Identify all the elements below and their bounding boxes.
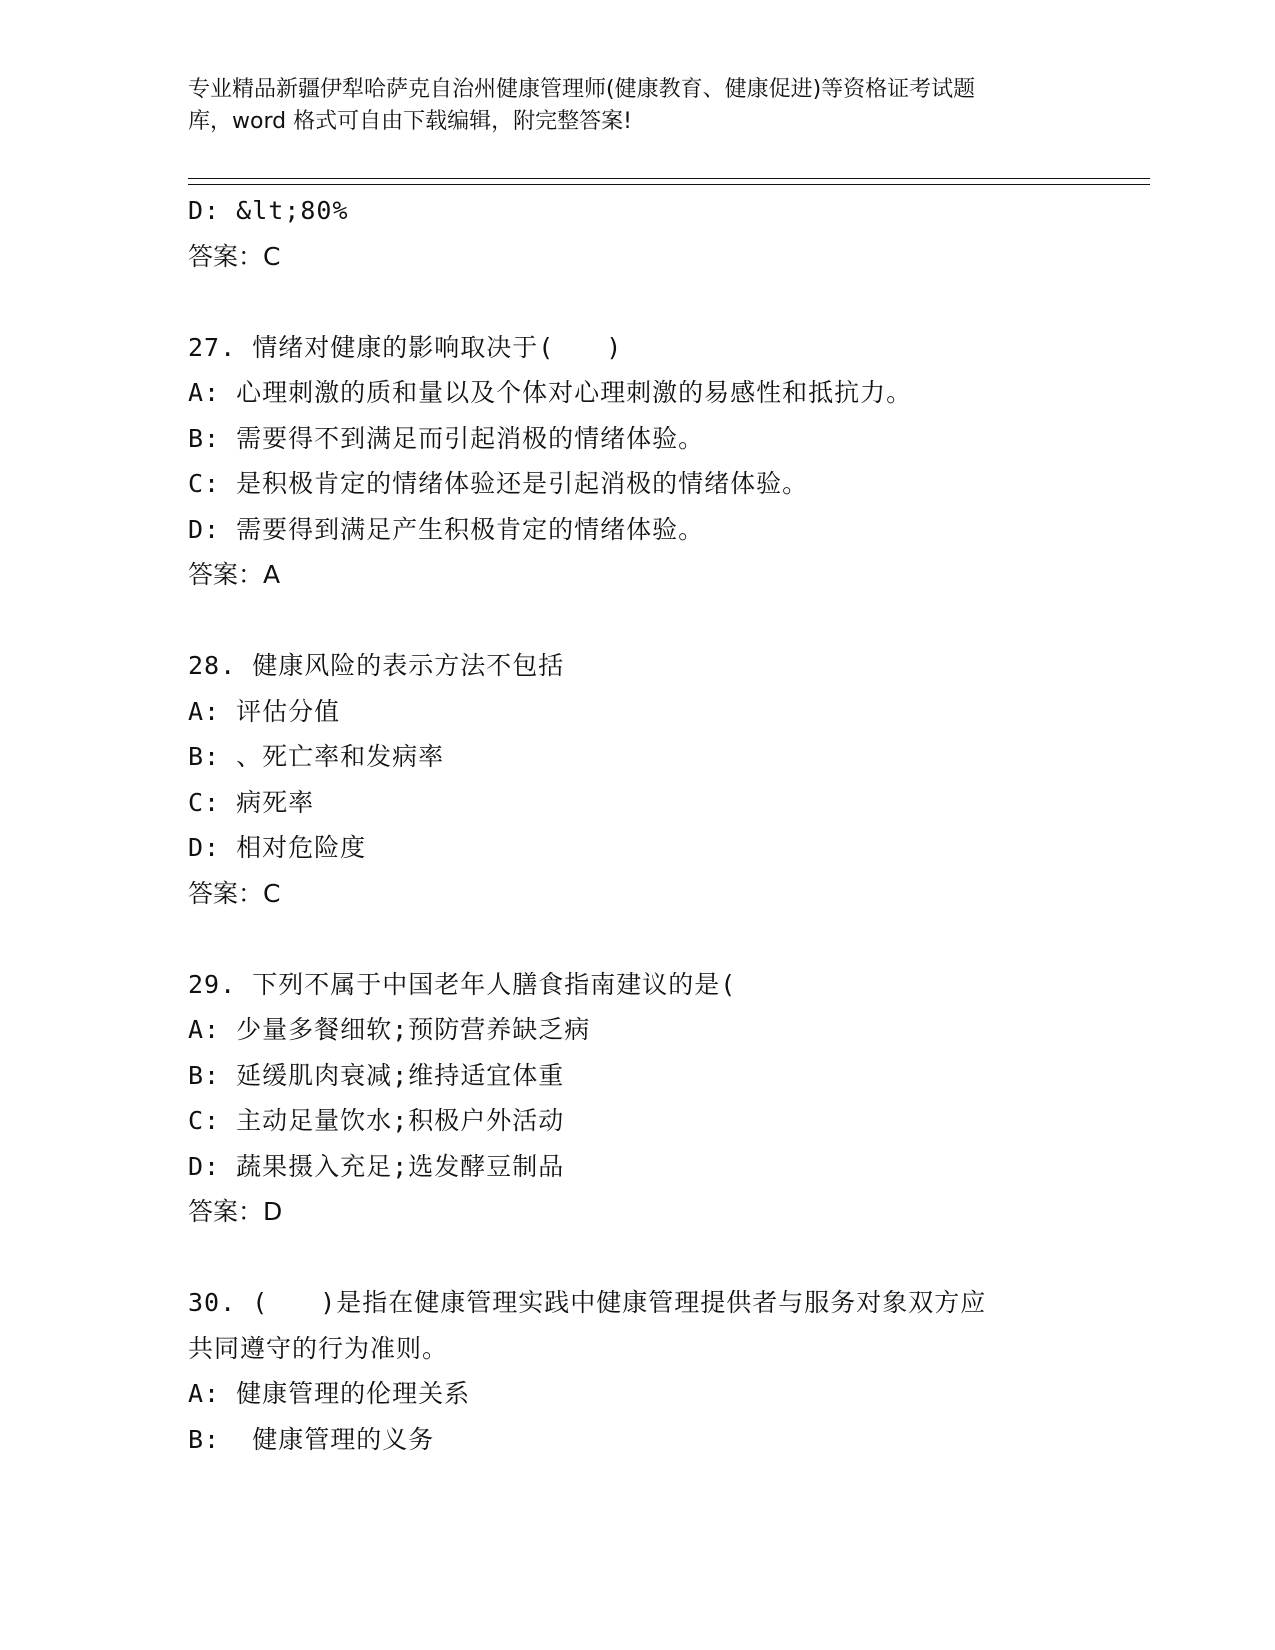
- question-27-option-b: B: 需要得不到满足而引起消极的情绪体验。: [188, 423, 705, 453]
- question-28-option-c: C: 病死率: [188, 787, 315, 817]
- question-28-option-a: A: 评估分值: [188, 696, 341, 726]
- question-28-option-d: D: 相对危险度: [188, 833, 367, 862]
- question-29-option-a: A: 少量多餐细软;预防营养缺乏病: [188, 1015, 591, 1044]
- spacer: [188, 1235, 1150, 1281]
- question-list: [188, 188, 1150, 1462]
- question-30-stem-continued: 共同遵守的行为准则。: [188, 1333, 449, 1363]
- header-divider: [188, 178, 1150, 185]
- question-29-option-b: B: 延缓肌肉衰减;维持适宜体重: [188, 1060, 565, 1090]
- question-27-answer: 答案：A: [188, 560, 281, 589]
- header-line-2: 库，word 格式可自由下载编辑，附完整答案!: [188, 109, 632, 134]
- question-30-option-a: A: 健康管理的伦理关系: [188, 1379, 471, 1408]
- question-29-answer: 答案：D: [188, 1197, 283, 1226]
- question-27-stem: 27. 情绪对健康的影响取决于( ): [188, 332, 623, 362]
- previous-answer: 答案：C: [188, 241, 281, 271]
- question-28-stem: 28. 健康风险的表示方法不包括: [188, 651, 565, 680]
- question-30-option-b: B: 健康管理的义务: [188, 1424, 435, 1454]
- question-29-option-c: C: 主动足量饮水;积极户外活动: [188, 1106, 565, 1135]
- question-27-option-d: D: 需要得到满足产生积极肯定的情绪体验。: [188, 514, 705, 544]
- question-30-stem: 30. ( )是指在健康管理实践中健康管理提供者与服务对象双方应: [188, 1288, 987, 1317]
- document-header: [188, 74, 1088, 138]
- spacer: [188, 916, 1150, 962]
- question-28-option-b: B: 、死亡率和发病率: [188, 742, 445, 771]
- previous-option-d: D: &lt;80%: [188, 196, 349, 225]
- spacer: [188, 598, 1150, 644]
- question-29-stem: 29. 下列不属于中国老年人膳食指南建议的是(: [188, 969, 737, 999]
- header-line-1: 专业精品新疆伊犁哈萨克自治州健康管理师(健康教育、健康促进)等资格证考试题: [188, 77, 976, 102]
- question-27-option-a: A: 心理刺激的质和量以及个体对心理刺激的易感性和抵抗力。: [188, 378, 913, 407]
- question-28-answer: 答案：C: [188, 878, 281, 908]
- question-27-option-c: C: 是积极肯定的情绪体验还是引起消极的情绪体验。: [188, 469, 809, 498]
- spacer: [188, 279, 1150, 325]
- question-29-option-d: D: 蔬果摄入充足;选发酵豆制品: [188, 1151, 565, 1181]
